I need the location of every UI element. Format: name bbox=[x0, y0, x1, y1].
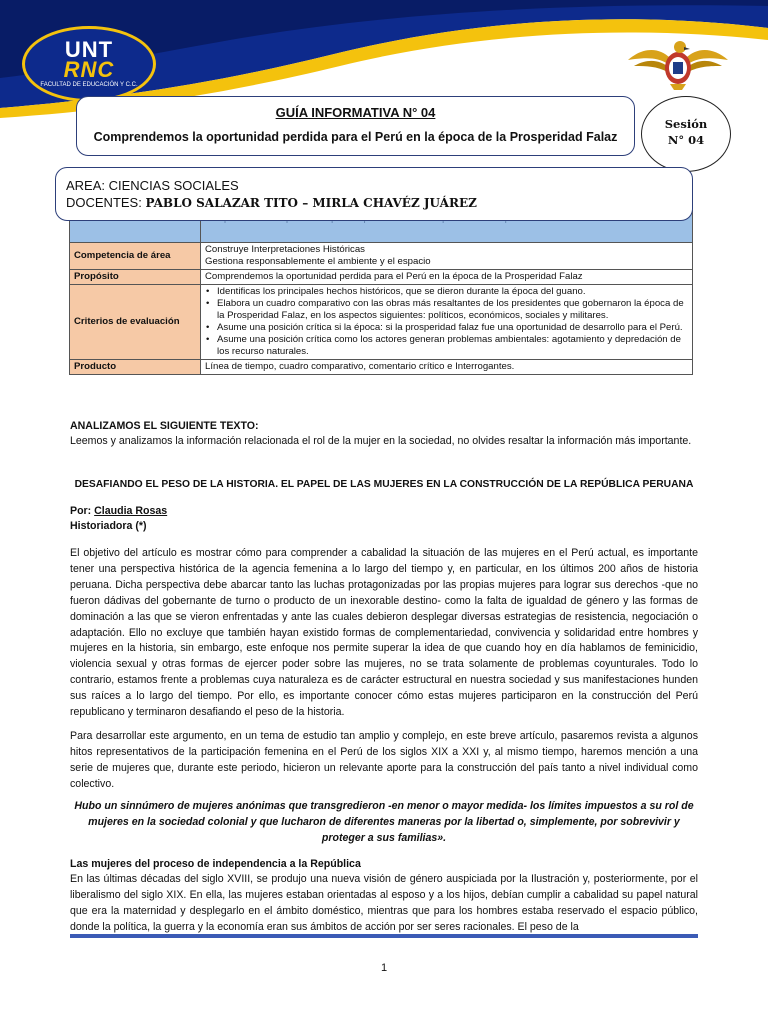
author-prefix: Por: bbox=[70, 505, 95, 517]
criteria-item: • Asume una posición crítica si la época: si la prosperidad falaz fue una oportunidad de desarrollo para el Perú. bbox=[214, 322, 688, 334]
criteria-item: • Identificas los principales hechos históricos, que se dieron durante la época del guano. bbox=[214, 286, 688, 298]
author-role: Historiadora (*) bbox=[70, 520, 147, 532]
guide-title: GUÍA INFORMATIVA N° 04 bbox=[275, 105, 436, 120]
table-row-producto bbox=[70, 360, 693, 375]
row-line: Construye Interpretaciones Históricas bbox=[205, 244, 365, 255]
logo-text-faculty: FACULTAD DE EDUCACIÓN Y C.C. bbox=[40, 81, 138, 88]
criteria-item: • Elabora un cuadro comparativo con las obras más resaltantes de los presidentes que gobernaron la época de la Prosperidad Falaz, en los aspectos siguientes: políticos, económicos, sociales y militares. bbox=[214, 298, 688, 322]
row-line: Gestiona responsablemente el ambiente y el espacio bbox=[205, 256, 431, 267]
row-label: Propósito bbox=[70, 270, 201, 285]
pull-quote: Hubo un sinnúmero de mujeres anónimas que transgredieron -en menor o mayor medida- los límites impuestos a su rol de mujeres en la sociedad colonial y que lucharon de diferentes maneras por la libertad o, simplemente, por sobrevivir y proteger a sus familias». bbox=[74, 800, 694, 844]
eagle-crest-icon bbox=[624, 38, 732, 92]
paragraph-2: Para desarrollar este argumento, en un tema de estudio tan amplio y complejo, en este breve artículo, pasaremos revista a algunos hitos representativos de la participación femenina en el Perú de los siglos XIX a XXI y, al mismo tiempo, haremos mención a una serie de mujeres que, durante este periodo, hicieron un relevante aporte para la construcción del país tanto a nivel individual como colectivo. bbox=[70, 730, 698, 790]
table-row-criterios bbox=[70, 285, 693, 360]
row-value: Línea de tiempo, cuadro comparativo, comentario crítico e Interrogantes. bbox=[201, 360, 693, 375]
author-name: Claudia Rosas bbox=[94, 505, 168, 517]
teachers-label: DOCENTES: bbox=[66, 195, 146, 210]
logo-text-rnc: RNC bbox=[63, 56, 115, 82]
row-label: Criterios de evaluación bbox=[70, 285, 201, 360]
area-label: AREA: CIENCIAS SOCIALES bbox=[66, 178, 239, 193]
row-value bbox=[201, 243, 693, 270]
table-row-proposito bbox=[70, 270, 693, 285]
analyze-heading: ANALIZAMOS EL SIGUIENTE TEXTO: bbox=[70, 420, 259, 432]
session-info-table bbox=[69, 210, 693, 375]
unt-rnc-logo bbox=[22, 26, 156, 102]
article-title: DESAFIANDO EL PESO DE LA HISTORIA. EL PAPEL DE LAS MUJERES EN LA CONSTRUCCIÓN DE LA REPÚBLICA PERUANA bbox=[74, 479, 694, 490]
paragraph-1: El objetivo del artículo es mostrar cómo para comprender a cabalidad la situación de las mujeres en el Perú actual, es importante tener una perspectiva histórica de la agencia femenina a lo largo del tiempo y, en particular, en los últimos 200 años de historia peruana. Dicha perspectiva debe abarcar tanto las luchas protagonizadas por las propias mujeres para lograr sus derechos -que no fueron dádivas del gobernante de turno o producto de un inexorable destino- como la falta de igualdad de género y las formas de dominación a las que se vieron enfrentadas y ante las cuales debieron desplegar diversas estrategias de resistencia, negociación o adaptación. Ello no excluye que también hayan existido formas de complementariedad, convivencia y solidaridad entre hombres y mujeres en la historia, sin embargo, este enfoque nos permite superar la idea de que cuando hoy en día hablamos de feminicidio, violencia sexual y otras formas de ejercer poder sobre las mujeres, no se trata solamente de problemas coyunturales. Todo lo contrario, estamos frente a problemas cuya naturaleza es de carácter estructural en nuestra sociedad y sus manifestaciones hunden sus raíces a lo largo del tiempo. Por ello, es importante conocer cómo estas mujeres participaron en la construcción del Perú republicano y terminaron desafiando el peso de la historia. bbox=[70, 547, 698, 719]
section-heading: Las mujeres del proceso de independencia a la República bbox=[70, 858, 361, 870]
paragraph-3: En las últimas décadas del siglo XVIII, se produjo una nueva visión de género auspiciada por la Ilustración y, posteriormente, por el liberalismo del siglo XIX. En ella, las mujeres estaban orientadas al esposo y a los hijos, debían cumplir a cabalidad su papel natural que era la maternidad y desplegarlo en el ámbito doméstico, mientras que para los hombres estaba reservado el espacio público, donde la política, la guerra y la economía eran sus ámbitos de acción por ser seres racionales. El peso de la bbox=[70, 873, 698, 933]
session-badge bbox=[641, 96, 731, 172]
row-label: Competencia de área bbox=[70, 243, 201, 270]
row-value: Comprendemos la oportunidad perdida para el Perú en la época de la Prosperidad Falaz bbox=[201, 270, 693, 285]
area-teachers-box bbox=[55, 167, 693, 221]
teachers-names: PABLO SALAZAR TITO – MIRLA CHAVÉZ JUÁREZ bbox=[145, 196, 477, 210]
session-number: N° 04 bbox=[667, 133, 705, 147]
guide-title-box bbox=[76, 96, 635, 156]
criteria-item: • Asume una posición crítica como los actores generan problemas ambientales: agotamiento y depredación de los recurso naturales. bbox=[214, 334, 688, 358]
session-label: Sesión bbox=[664, 117, 708, 131]
footer-divider bbox=[70, 934, 698, 938]
table-row-competencia bbox=[70, 243, 693, 270]
teachers-line bbox=[66, 195, 477, 210]
analyze-instruction: Leemos y analizamos la información relacionada el rol de la mujer en la sociedad, no olvides resaltar la información más importante. bbox=[70, 435, 692, 447]
criteria-list bbox=[205, 286, 688, 358]
row-value bbox=[201, 285, 693, 360]
row-label: Producto bbox=[70, 360, 201, 375]
guide-subtitle: Comprendemos la oportunidad perdida para el Perú en la época de la Prosperidad Falaz bbox=[93, 130, 618, 144]
logo-text-unt: UNT bbox=[64, 36, 114, 62]
page-number: 1 bbox=[380, 962, 388, 974]
author-line bbox=[70, 504, 698, 520]
